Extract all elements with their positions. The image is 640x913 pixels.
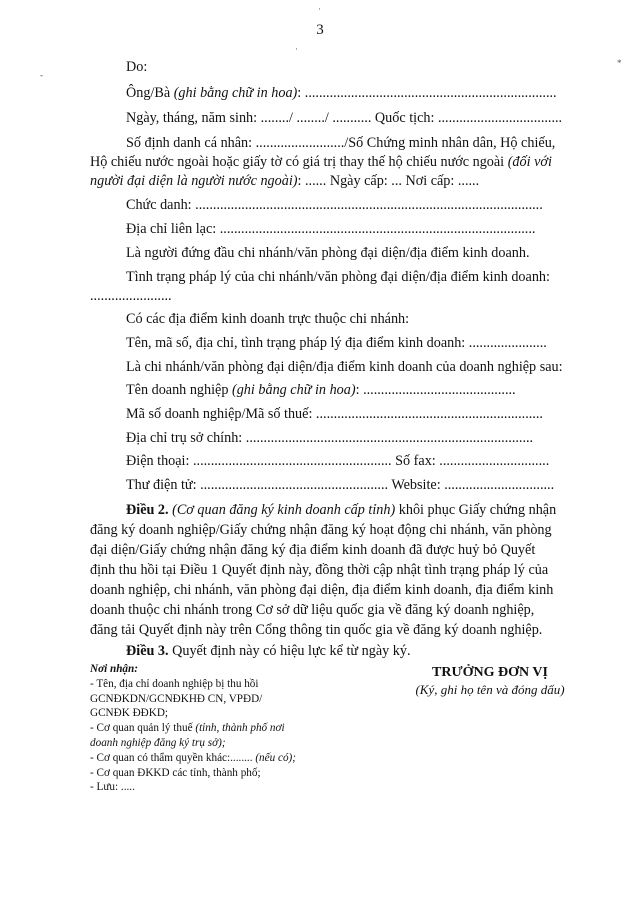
- line-head-office: Địa chỉ trụ sở chính: .................................................................................: [126, 430, 534, 446]
- line-article-2-cont-3: định thu hồi tại Điều 1 Quyết định này, đồng thời cập nhật tình trạng pháp lý của: [90, 562, 549, 578]
- recipient-item: - Tên, địa chỉ doanh nghiệp bị thu hồi: [90, 677, 259, 690]
- page-number: 3: [316, 22, 324, 38]
- line-article-2-cont-5: doanh thuộc chi nhánh trong Cơ sở dữ liệu quốc gia về đăng ký doanh nghiệp,: [90, 602, 535, 618]
- line-id-number: Số định danh cá nhân: ........................./Số Chứng minh nhân dân, Hộ chiếu,: [126, 135, 556, 151]
- recipients-title: Nơi nhận:: [90, 663, 138, 675]
- line-article-2: Điều 2. (Cơ quan đăng ký kinh doanh cấp tỉnh) khôi phục Giấy chứng nhận: [126, 502, 557, 518]
- signature-note: (Ký, ghi họ tên và đóng dấu): [415, 682, 565, 697]
- line-position: Chức danh: ..................................................................................................: [126, 197, 543, 213]
- line-legal-status: Tình trạng pháp lý của chi nhánh/văn phòng đại diện/địa điểm kinh doanh:: [126, 269, 550, 285]
- line-tax-code: Mã số doanh nghiệp/Mã số thuế: ................................................................: [126, 406, 543, 422]
- recipients-block: [90, 662, 296, 795]
- line-contact-address: Địa chỉ liên lạc: .........................................................................................: [126, 221, 536, 237]
- scan-mark: ·: [295, 44, 298, 54]
- recipient-item: - Lưu: .....: [90, 781, 135, 794]
- scan-mark: ·: [318, 4, 321, 14]
- line-article-3: Điều 3. Quyết định này có hiệu lực kể từ ngày ký.: [126, 643, 411, 659]
- line-business-locations: Có các địa điểm kinh doanh trực thuộc chi nhánh:: [126, 311, 410, 327]
- line-email-website: Thư điện tử: ..................................................... Website: ...............................: [126, 477, 555, 493]
- line-name: Ông/Bà (ghi bằng chữ in hoa): .......................................................................: [126, 85, 557, 101]
- line-head-of-branch: Là người đứng đầu chi nhánh/văn phòng đại diện/địa điểm kinh doanh.: [126, 245, 530, 261]
- line-article-2-cont-6: đăng tải Quyết định này trên Cổng thông tin quốc gia về đăng ký doanh nghiệp.: [90, 622, 543, 638]
- signature-block: [380, 664, 600, 698]
- line-legal-status-dots: .......................: [90, 288, 172, 304]
- line-article-2-cont-1: đăng ký doanh nghiệp/Giấy chứng nhận đăng ký hoạt động chi nhánh, văn phòng: [90, 522, 552, 538]
- line-article-2-cont-2: đại diện/Giấy chứng nhận đăng ký địa điểm kinh doanh đã được huỷ bỏ Quyết: [90, 542, 536, 558]
- line-article-2-cont-4: doanh nghiệp, chi nhánh, văn phòng đại diện, địa điểm kinh doanh, địa điểm kinh: [90, 582, 554, 598]
- line-passport: Hộ chiếu nước ngoài hoặc giấy tờ có giá trị thay thế hộ chiếu nước ngoài (đối với: [90, 154, 552, 170]
- line-do: Do:: [126, 59, 148, 75]
- line-phone-fax: Điện thoại: ........................................................ Số fax: ...............................: [126, 453, 550, 469]
- line-company-name: Tên doanh nghiệp (ghi bằng chữ in hoa): ...........................................: [126, 382, 516, 398]
- recipient-item: - Cơ quan ĐKKD các tỉnh, thành phố;: [90, 766, 261, 779]
- line-birth-nationality: Ngày, tháng, năm sinh: ......../ ......../ ........... Quốc tịch: ...................................: [126, 110, 563, 126]
- scan-mark: -: [40, 70, 43, 80]
- recipient-item: GCNĐK ĐĐKD;: [90, 707, 169, 720]
- recipient-item: GCNĐKDN/GCNĐKHĐ CN, VPĐD/: [90, 692, 263, 705]
- signature-title: TRƯỞNG ĐƠN VỊ: [432, 665, 548, 680]
- line-issue-info: người đại diện là người nước ngoài): ...... Ngày cấp: ... Nơi cấp: ......: [90, 173, 480, 189]
- recipient-item: - Cơ quan quản lý thuế (tỉnh, thành phố nơi: [90, 722, 285, 735]
- recipient-item: doanh nghiệp đăng ký trụ sở);: [90, 736, 226, 749]
- line-location-details: Tên, mã số, địa chỉ, tình trạng pháp lý địa điểm kinh doanh: ......................: [126, 335, 547, 351]
- recipient-item: - Cơ quan có thẩm quyền khác:........ (nếu có);: [90, 751, 296, 764]
- line-belongs-to: Là chi nhánh/văn phòng đại diện/địa điểm kinh doanh của doanh nghiệp sau:: [126, 359, 563, 375]
- scan-mark: *: [617, 58, 622, 68]
